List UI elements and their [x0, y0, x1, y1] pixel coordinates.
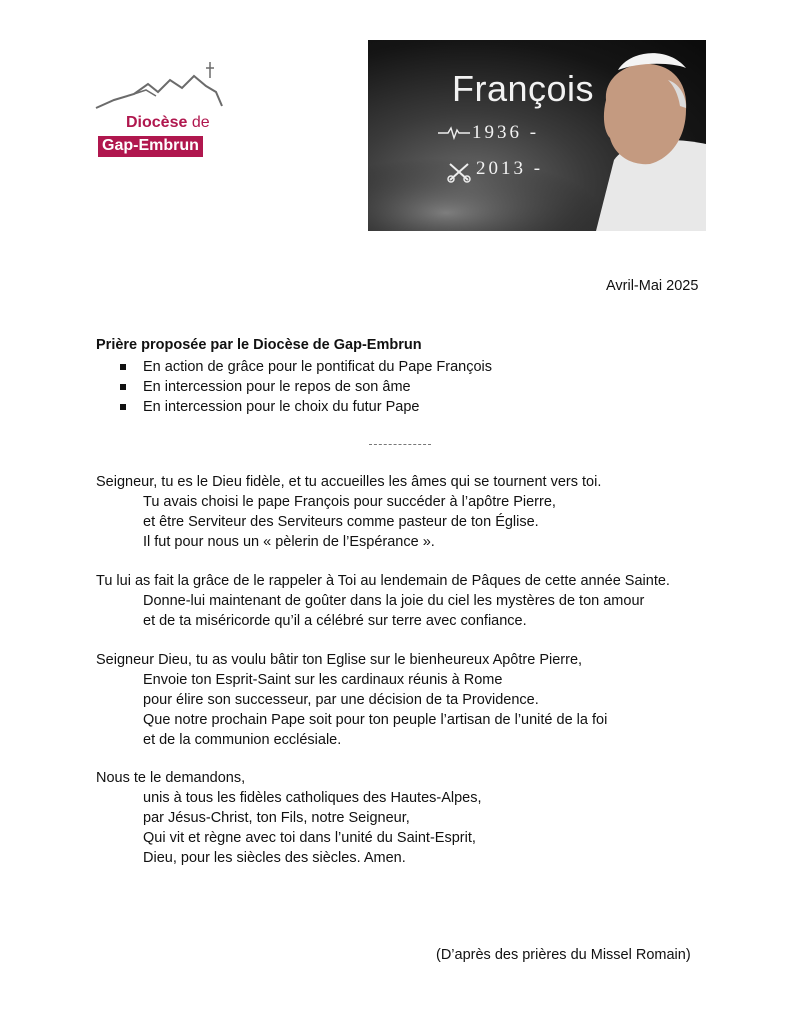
logo-title: Diocèse de [126, 114, 210, 131]
list-item: En intercession pour le choix du futur Pape [120, 397, 492, 417]
prayer-line: Seigneur, tu es le Dieu fidèle, et tu accueilles les âmes qui se tournent vers toi. [96, 474, 602, 490]
list-item: En action de grâce pour le pontificat du Pape François [120, 357, 492, 377]
prayer-line: Tu avais choisi le pape François pour succéder à l’apôtre Pierre, [143, 494, 556, 510]
prayer-line: pour élire son successeur, par une décision de ta Providence. [143, 692, 539, 708]
prayer-line: Nous te le demandons, [96, 770, 246, 786]
banner-birth-year: 1936 - [472, 122, 540, 143]
prayer-line: et de ta miséricorde qu’il a célébré sur terre avec confiance. [143, 613, 527, 629]
prayer-line: Seigneur Dieu, tu as voulu bâtir ton Eglise sur le bienheureux Apôtre Pierre, [96, 652, 583, 668]
prayer-line: et de la communion ecclésiale. [143, 732, 342, 748]
prayer-line: Qui vit et règne avec toi dans l’unité du Saint-Esprit, [143, 830, 476, 846]
prayer-line: Envoie ton Esprit-Saint sur les cardinaux réunis à Rome [143, 672, 503, 688]
heartbeat-icon [438, 126, 470, 140]
prayer-heading: Prière proposée par le Diocèse de Gap-Embrun [96, 337, 422, 353]
prayer-line: unis à tous les fidèles catholiques des Hautes-Alpes, [143, 790, 482, 806]
bullet-icon [120, 384, 126, 390]
document-date: Avril-Mai 2025 [606, 278, 699, 294]
prayer-line: et être Serviteur des Serviteurs comme pasteur de ton Église. [143, 514, 539, 530]
papal-keys-icon [446, 160, 474, 184]
logo-subtitle: Gap-Embrun [98, 136, 203, 157]
banner-name: François [452, 68, 595, 109]
prayer-line: Tu lui as fait la grâce de le rappeler à Toi au lendemain de Pâques de cette année Sainte. [96, 573, 670, 589]
banner-election-year: 2013 - [476, 158, 544, 179]
bullet-icon [120, 364, 126, 370]
prayer-line: Il fut pour nous un « pèlerin de l’Espérance ». [143, 534, 435, 550]
prayer-line: Donne-lui maintenant de goûter dans la joie du ciel les mystères de ton amour [143, 593, 645, 609]
pope-banner [368, 40, 706, 231]
source-citation: (D’après des prières du Missel Romain) [436, 947, 691, 963]
prayer-line: par Jésus-Christ, ton Fils, notre Seigneur, [143, 810, 410, 826]
intentions-list [120, 357, 492, 417]
prayer-line: Que notre prochain Pape soit pour ton peuple l’artisan de l’unité de la foi [143, 712, 608, 728]
prayer-line: Dieu, pour les siècles des siècles. Amen. [143, 850, 406, 866]
mountain-icon [94, 62, 226, 122]
list-item: En intercession pour le repos de son âme [120, 377, 492, 397]
bullet-icon [120, 404, 126, 410]
section-divider [369, 444, 431, 445]
diocese-logo [94, 62, 226, 162]
